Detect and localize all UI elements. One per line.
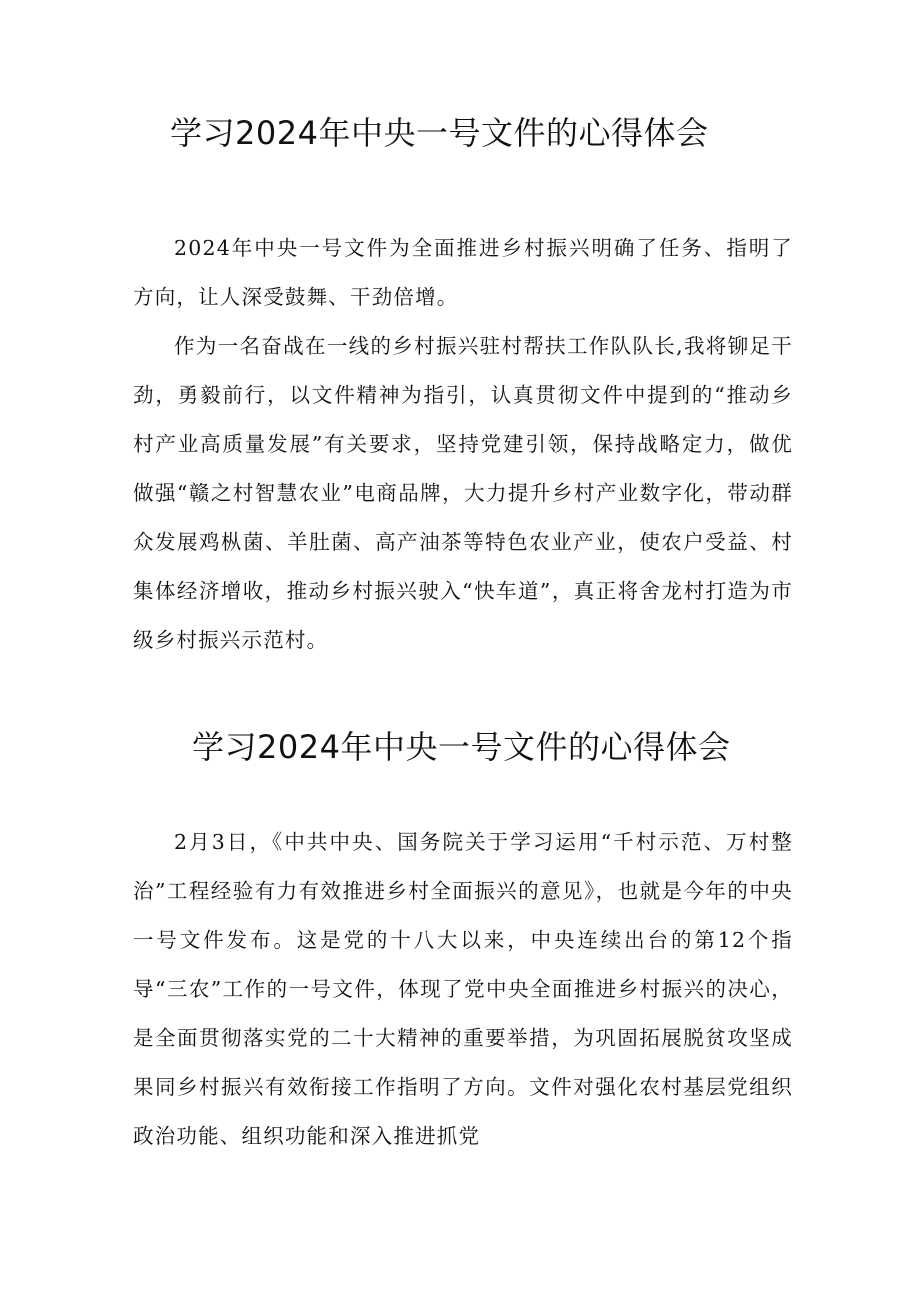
section-2-title: 学习2024年中央一号文件的心得体会	[192, 728, 731, 766]
paragraph: 2月3日，《中共中央、国务院关于学习运用“千村示范、万村整治”工程经验有力有效推进乡村全面振兴的意见》，也就是今年的中央一号文件发布。这是党的十八大以来，中央连续出台的第12个指导“三农”工作的一号文件，体现了党中央全面推进乡村振兴的决心，是全面贯彻落实党的二十大精神的重要举措，为巩固拓展脱贫攻坚成果同乡村振兴有效衔接工作指明了方向。文件对强化农村基层党组织政治功能、组织功能和深入推进抓党	[133, 830, 793, 1148]
section-1-body	[133, 224, 793, 665]
section-1-title: 学习2024年中央一号文件的心得体会	[170, 114, 709, 152]
paragraph: 作为一名奋战在一线的乡村振兴驻村帮扶工作队队长,我将铆足干劲，勇毅前行，以文件精神为指引，认真贯彻文件中提到的“推动乡村产业高质量发展”有关要求，坚持党建引领，保持战略定力，做优做强“赣之村智慧农业”电商品牌，大力提升乡村产业数字化，带动群众发展鸡枞菌、羊肚菌、高产油茶等特色农业产业，使农户受益、村集体经济增收，推动乡村振兴驶入“快车道”，真正将舍龙村打造为市级乡村振兴示范村。	[133, 334, 793, 652]
section-2-body	[133, 818, 793, 1161]
paragraph: 2024年中央一号文件为全面推进乡村振兴明确了任务、指明了方向，让人深受鼓舞、干劲倍增。	[133, 236, 793, 309]
